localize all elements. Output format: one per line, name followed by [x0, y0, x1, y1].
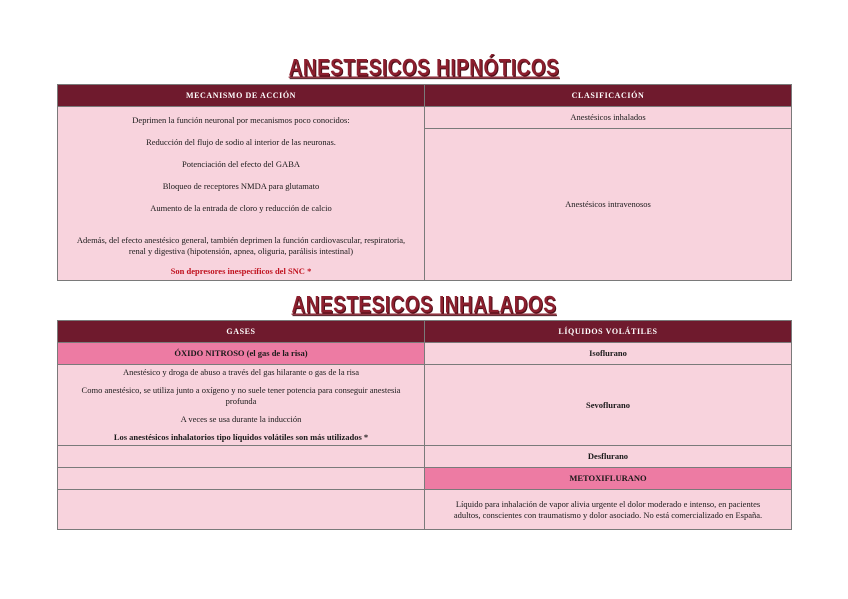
mecanismo-cell: [58, 107, 425, 281]
inhalados-table: [57, 320, 792, 530]
clasificacion-header: CLASIFICACIÓN: [425, 85, 792, 107]
gas-line: A veces se usa durante la inducción: [180, 414, 302, 424]
mecanismo-header: MECANISMO DE ACCIÓN: [58, 85, 425, 107]
liquid-sevoflurano: Sevoflurano: [425, 365, 792, 446]
mech-line: Reducción del flujo de sodio al interior de las neuronas.: [146, 136, 336, 147]
liquid-desflurano: Desflurano: [425, 446, 792, 468]
mech-line: Potenciación del efecto del GABA: [181, 158, 301, 169]
gas-description: [58, 365, 425, 446]
empty-cell: [58, 446, 425, 468]
section-title-inhalados: ANESTESICOS INHALADOS: [291, 292, 557, 319]
mech-line: Bloqueo de receptores NMDA para glutamato: [162, 180, 320, 191]
liquidos-header: LÍQUIDOS VOLÁTILES: [425, 321, 792, 343]
metoxiflurano-description: Líquido para inhalación de vapor alivia urgente el dolor moderado e intenso, en pacientes adultos, conscientes con traumatismo y dolor asociado. No está comercializado en España.: [425, 490, 792, 530]
mech-line: Aumento de la entrada de cloro y reducción de calcio: [150, 202, 332, 213]
gas-oxido-nitroso: ÓXIDO NITROSO (el gas de la risa): [58, 343, 425, 365]
mech-line: Deprimen la función neuronal por mecanismos poco conocidos:: [132, 114, 350, 125]
section-title-hipnoticos: ANESTESICOS HIPNÓTICOS: [288, 55, 560, 82]
gas-line: Anestésico y droga de abuso a través del gas hilarante o gas de la risa: [122, 367, 360, 377]
mech-note: Son depresores inespecíficos del SNC *: [170, 265, 312, 276]
gases-header: GASES: [58, 321, 425, 343]
class-intravenosos: Anestésicos intravenosos: [425, 129, 792, 281]
empty-cell: [58, 490, 425, 530]
gas-note: Los anestésicos inhalatorios tipo líquidos volátiles son más utilizados *: [113, 432, 369, 442]
class-inhalados: Anestésicos inhalados: [425, 107, 792, 129]
liquid-metoxiflurano: METOXIFLURANO: [425, 468, 792, 490]
empty-cell: [58, 468, 425, 490]
gas-line: Como anestésico, se utiliza junto a oxígeno y no suele tener potencia para conseguir anestesia profunda: [81, 385, 401, 406]
mech-extra: Además, del efecto anestésico general, también deprimen la función cardiovascular, respiratoria, renal y digestiva (hipotensión, apnea, oliguria, parálisis intestinal): [76, 234, 406, 256]
hipnoticos-table: [57, 84, 792, 281]
liquid-isoflurano: Isoflurano: [425, 343, 792, 365]
